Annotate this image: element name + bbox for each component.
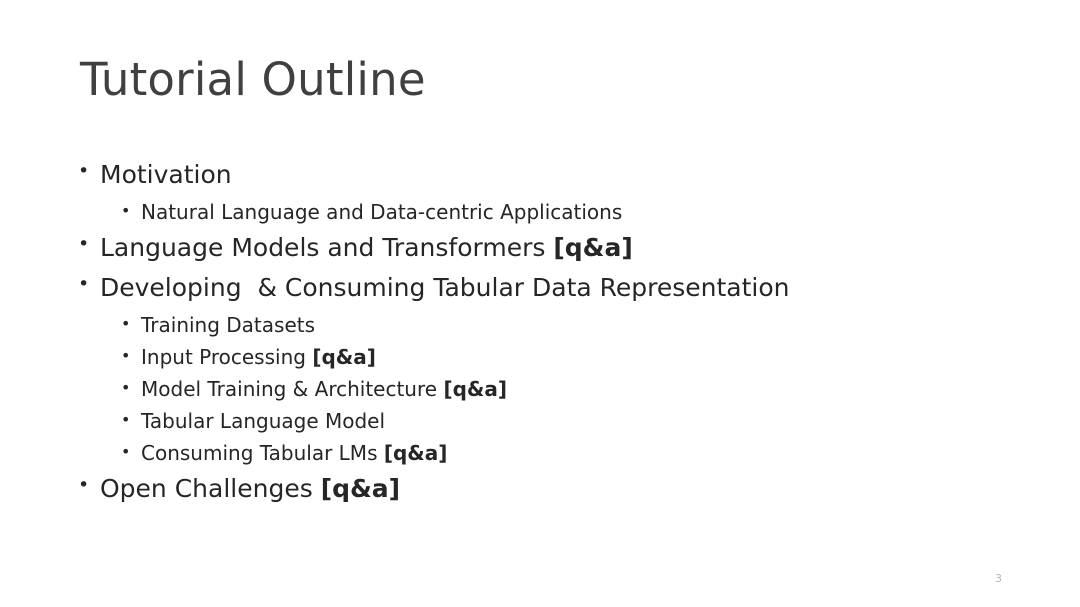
- list-item: [121, 373, 1018, 405]
- list-item: [121, 196, 1018, 228]
- list-item: [121, 309, 1018, 341]
- qa-badge: [q&a]: [320, 473, 401, 503]
- list-item: [78, 155, 1018, 196]
- list-item-label: Language Models and Transformers: [100, 232, 554, 262]
- bullet-icon: •: [78, 232, 90, 255]
- list-item-label: Consuming Tabular LMs: [141, 440, 384, 465]
- bullet-icon: •: [121, 409, 131, 429]
- bullet-icon: •: [121, 377, 131, 397]
- list-item: [121, 405, 1018, 437]
- list-item: [121, 437, 1018, 469]
- bullet-icon: •: [121, 345, 131, 365]
- list-item: [78, 228, 1018, 269]
- bullet-icon: •: [78, 473, 90, 496]
- page-number: 3: [995, 572, 1002, 585]
- bullet-icon: •: [121, 313, 131, 333]
- list-item-label: Input Processing: [141, 344, 313, 369]
- outline-list: [78, 155, 1018, 509]
- bullet-icon: •: [121, 441, 131, 461]
- list-item: [78, 469, 1018, 510]
- page-title: Tutorial Outline: [80, 53, 426, 106]
- list-item-label: Open Challenges: [100, 473, 321, 503]
- list-item-label: Natural Language and Data-centric Applications: [141, 199, 623, 224]
- qa-badge: [q&a]: [553, 232, 633, 262]
- qa-badge: [q&a]: [383, 440, 448, 465]
- qa-badge: [q&a]: [312, 344, 376, 369]
- list-item-label: Developing & Consuming Tabular Data Representation: [100, 273, 790, 302]
- list-item: [78, 268, 1018, 309]
- list-item-label: Motivation: [100, 160, 232, 189]
- list-item-label: Training Datasets: [141, 312, 316, 337]
- list-item-label: Tabular Language Model: [141, 408, 386, 433]
- bullet-icon: •: [121, 200, 131, 220]
- list-item: [121, 341, 1018, 373]
- qa-badge: [q&a]: [443, 376, 507, 401]
- list-item-label: Model Training & Architecture: [141, 376, 444, 401]
- bullet-icon: •: [78, 273, 90, 295]
- bullet-icon: •: [78, 160, 90, 182]
